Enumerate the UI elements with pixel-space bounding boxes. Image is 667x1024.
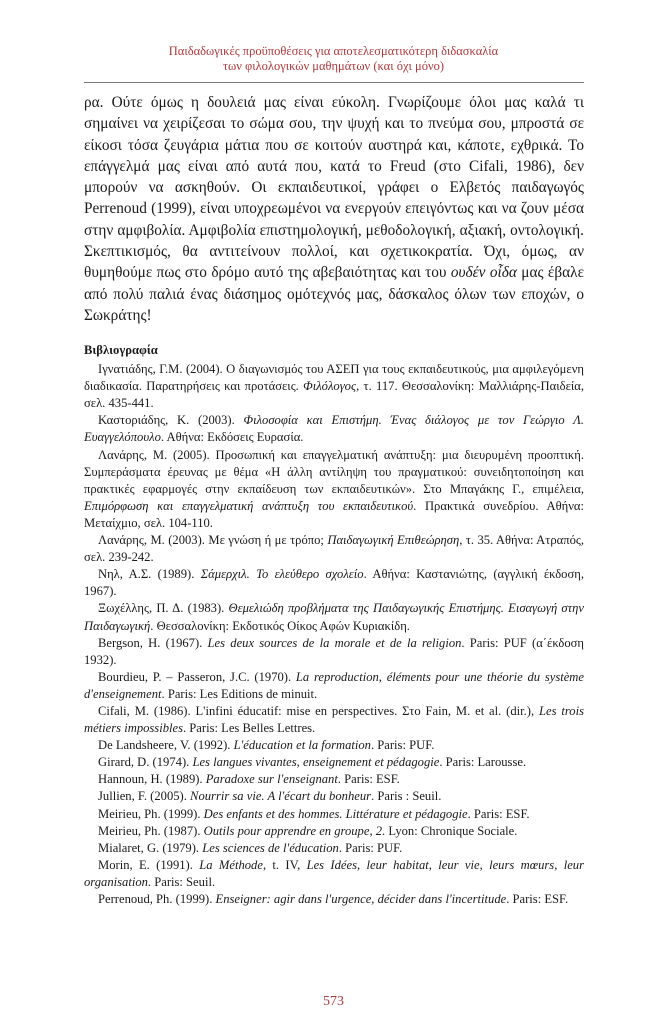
reference-title: Les Idées, leur habitat, leur vie, leurs mœurs, leur organisation — [84, 857, 584, 889]
reference-entry — [84, 703, 584, 737]
reference-title: Θεμελιώδη προβλήματα της Παιδαγωγικής Επιστήμης. Εισαγωγή στην Παιδαγωγική — [84, 601, 584, 633]
reference-title: L'éducation et la formation — [233, 738, 371, 753]
reference-entry — [84, 600, 584, 634]
page-number: 573 — [323, 994, 344, 1009]
reference-text: Girard, D. (1974). — [98, 755, 193, 770]
reference-entry — [84, 771, 584, 788]
reference-title: Paradoxe sur l'enseignant — [205, 772, 338, 787]
reference-entry — [84, 806, 584, 823]
reference-title: La reproduction, éléments pour une théorie du système d'enseignement — [84, 669, 584, 701]
reference-entry — [84, 447, 584, 532]
reference-text: Meirieu, Ph. (1987). — [98, 823, 204, 838]
reference-text: . Paris: Larousse. — [439, 755, 527, 770]
reference-title: Φιλόλογος — [303, 379, 357, 394]
reference-entry — [84, 737, 584, 754]
reference-text: Perrenoud, Ph. (1999). — [98, 892, 216, 906]
bibliography-section — [84, 342, 584, 908]
reference-text: Ξωχέλλης, Π. Δ. (1983). — [98, 601, 229, 616]
reference-text: Λανάρης, Μ. (2003). Με γνώση ή με τρόπο; — [98, 533, 328, 548]
reference-entry — [84, 361, 584, 412]
body-paragraph — [84, 92, 584, 326]
body-paragraph-end: μας έβαλε από πολύ παλιά ένας διάσημος ομότεχνός μας, δάσκαλος όλων των εποχών, ο Σωκράτης! — [84, 264, 584, 324]
reference-title: Les langues vivantes, enseignement et pédagogie — [192, 755, 440, 770]
reference-text: . Paris: ESF. — [467, 806, 530, 821]
reference-text: . Paris : Seuil. — [371, 789, 442, 804]
reference-text: . Lyon: Chronique Sociale. — [382, 823, 518, 838]
reference-title: Outils pour apprendre en groupe, 2 — [203, 823, 383, 838]
reference-text: Morin, E. (1991). — [98, 857, 200, 872]
reference-text: , t. IV, — [262, 857, 307, 872]
reference-entry — [84, 823, 584, 840]
reference-title: Επιμόρφωση και επαγγελματική ανάπτυξη του εκπαιδευτικού — [84, 498, 414, 513]
running-header — [40, 44, 627, 74]
running-header-line-2: των φιλολογικών μαθημάτων (και όχι μόνο) — [222, 59, 445, 73]
reference-entry — [84, 669, 584, 703]
reference-text: Λανάρης, Μ. (2005). Προσωπική και επαγγελματική ανάπτυξη: μια διευρυμένη προοπτική. Συμπεράσματα έρευνας με θέμα «Η άλλη αντίληψη του πραγματικού: συνειδητοποίηση και πρακτικές εφαρμογές στην εκπαίδευση των εκπαιδευτικών». Στο Μπαγάκης Γ., επιμέλεια, — [84, 447, 584, 496]
italic-phrase: ουδέν οἶδα — [450, 264, 517, 282]
reference-text: . Paris: PUF (α΄έκδοση 1932). — [84, 635, 584, 667]
reference-title: Des enfants et des hommes. Littérature et pédagogie — [203, 806, 468, 821]
reference-text: Bergson, H. (1967). — [98, 635, 208, 650]
reference-text: . Paris: Les Belles Lettres. — [183, 721, 316, 736]
reference-title: La Méthode — [199, 857, 263, 872]
reference-title: Les trois métiers impossibles — [84, 703, 584, 736]
reference-entry — [84, 532, 584, 566]
reference-entry — [84, 754, 584, 771]
reference-text: Meirieu, Ph. (1999). — [98, 806, 204, 821]
reference-entry — [84, 412, 584, 446]
reference-text: De Landsheere, V. (1992). — [98, 738, 234, 753]
reference-entry — [84, 891, 584, 908]
reference-list — [84, 361, 584, 908]
reference-text: Jullien, F. (2005). — [98, 789, 191, 804]
reference-entry — [84, 635, 584, 669]
reference-title: Enseigner: agir dans l'urgence, décider dans l'incertitude — [215, 892, 507, 906]
reference-title: Les sciences de l'éducation — [202, 840, 339, 855]
header-divider — [84, 82, 584, 83]
reference-text: Καστοριάδης, Κ. (2003). — [98, 413, 244, 428]
body-text — [84, 92, 584, 326]
reference-entry — [84, 566, 584, 600]
reference-title: Φιλοσοφία και Επιστήμη. Ένας διάλογος με τον Γεώργιο Λ. Ευαγγελόπουλο — [84, 413, 584, 445]
reference-title: Les deux sources de la morale et de la religion — [207, 635, 462, 650]
reference-entry — [84, 857, 584, 891]
reference-text: Ιγνατιάδης, Γ.Μ. (2004). Ο διαγωνισμός του ΑΣΕΠ για τους εκπαιδευτικούς, μια αμφιλεγόμενη διαδικασία. Παρατηρήσεις και προτάσεις. — [84, 362, 584, 394]
reference-entry — [84, 840, 584, 857]
reference-text: Cifali, M. (1986). L'infini éducatif: mise en perspectives. Στο Fain, M. et al. (dir.), — [98, 703, 539, 718]
running-header-line-1: Παιδαδωγικές προϋποθέσεις για αποτελεσματικότερη διδασκαλία — [168, 44, 499, 58]
reference-text: . Paris: Les Editions de minuit. — [161, 686, 318, 701]
reference-text: Νηλ, Α.Σ. (1989). — [98, 567, 201, 582]
reference-entry — [84, 788, 584, 805]
reference-text: . Αθήνα: Εκδόσεις Ευρασία. — [160, 430, 304, 445]
reference-text: . Θεσσαλονίκη: Εκδοτικός Οίκος Αφών Κυριακίδη. — [150, 618, 410, 633]
reference-text: . Αθήνα: Καστανιώτης, (αγγλική έκδοση, 1967). — [84, 567, 584, 599]
reference-text: . Paris: ESF. — [506, 892, 569, 906]
reference-text: . Paris: PUF. — [338, 840, 403, 855]
reference-text: . Paris: ESF. — [337, 772, 400, 787]
reference-text: , τ. 117. Θεσσαλονίκη: Μαλλιάρης-Παιδεία, σελ. 435-441. — [84, 379, 584, 411]
reference-text: Bourdieu, P. – Passeron, J.C. (1970). — [98, 669, 296, 684]
reference-title: Παιδαγωγική Επιθεώρηση — [327, 533, 460, 548]
reference-text: . Paris: Seuil. — [147, 874, 216, 889]
reference-text: . Πρακτικά συνεδρίου. Αθήνα: Μεταίχμιο, σελ. 104-110. — [84, 498, 584, 530]
reference-title: Nourrir sa vie. A l'écart du bonheur — [190, 789, 372, 804]
reference-text: Hannoun, H. (1989). — [98, 772, 206, 787]
body-paragraph-start: ρα. Ούτε όμως η δουλειά μας είναι εύκολη. Γνωρίζουμε όλοι μας καλά τι σημαίνει να χειρίζεσαι το σώμα σου, την ψυχή και το πνεύμα σου, μπροστά σε είκοσι τόσα ζευγάρια μάτια που σε κοιτούν αυστηρά και, κάποτε, εχθρικά. Το επάγγελμά μας είναι από αυτά που, κατά το Freud (στο Cifali, 1986), δεν μπορούν να ασκηθούν. Οι εκπαιδευτικοί, γράφει ο Ελβετός παιδαγωγός Perrenoud (1999), είναι υποχρεωμένοι να ενεργούν επειγόντως και να ζουν μέσα στην αμφιβολία. Αμφιβολία επιστημολογική, μεθοδολογική, αξιακή, οντολογική. Σκεπτικισμός, θα αντιτείνουν πολλοί, και σχετικοκρατία. Όχι, όμως, αν θυμηθούμε πως στο δρόμο αυτό της αβεβαιότητας και του — [84, 94, 584, 282]
reference-title: Σάμερχιλ. Το ελεύθερο σχολείο — [200, 567, 364, 582]
bibliography-heading: Βιβλιογραφία — [84, 343, 158, 357]
reference-text: , τ. 35. Αθήνα: Ατραπός, σελ. 239-242. — [84, 533, 584, 565]
reference-text: Mialaret, G. (1979). — [98, 840, 203, 855]
reference-text: . Paris: PUF. — [370, 738, 435, 753]
